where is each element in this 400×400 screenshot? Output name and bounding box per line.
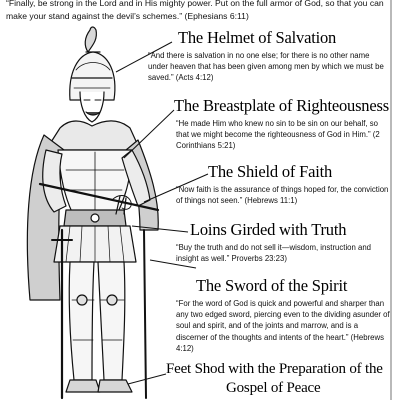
heading-loins: Loins Girded with Truth bbox=[190, 220, 347, 239]
heading-feet-line1: Feet Shod with the Preparation of the bbox=[166, 361, 383, 377]
leader-belt bbox=[132, 226, 188, 232]
heading-sword: The Sword of the Spirit bbox=[196, 276, 348, 295]
heading-feet-line2: Gospel of Peace bbox=[226, 380, 321, 396]
leader-breastplate bbox=[124, 110, 174, 158]
quote-loins: “Buy the truth and do not sell it—wisdom, instruction and insight as well.” Proverbs 23:23) bbox=[176, 243, 372, 264]
heading-feet bbox=[166, 360, 383, 398]
quote-helmet: “And there is salvation in no one else; for there is no other name under heaven that has been given among men by which we must be saved.” (Acts 4:12) bbox=[148, 51, 384, 83]
quote-shield: “Now faith is the assurance of things hoped for, the conviction of things not seen.” (Hebrews 11:1) bbox=[176, 185, 389, 206]
leader-feet bbox=[128, 374, 166, 384]
intro-verse: “Finally, be strong in the Lord and in His mighty power. Put on the full armor of God, so that you can make your stand against the devil’s schemes.” (Ephesians 6:11) bbox=[6, 0, 384, 21]
quote-breastplate: “He made Him who knew no sin to be sin on our behalf, so that we might become the righteousness of God in Him.” (2 Corinthians 5:21) bbox=[176, 119, 380, 151]
heading-helmet: The Helmet of Salvation bbox=[178, 28, 337, 47]
quote-sword: “For the word of God is quick and powerful and sharper than any two edged sword, piercing even to the dividing asunder of soul and spirit, and of the joints and marrow, and is a discerner of the thoughts and intents of the heart.” (Hebrews 4:12) bbox=[176, 299, 390, 353]
heading-breastplate: The Breastplate of Righteousness bbox=[174, 96, 389, 115]
heading-shield: The Shield of Faith bbox=[208, 162, 333, 181]
